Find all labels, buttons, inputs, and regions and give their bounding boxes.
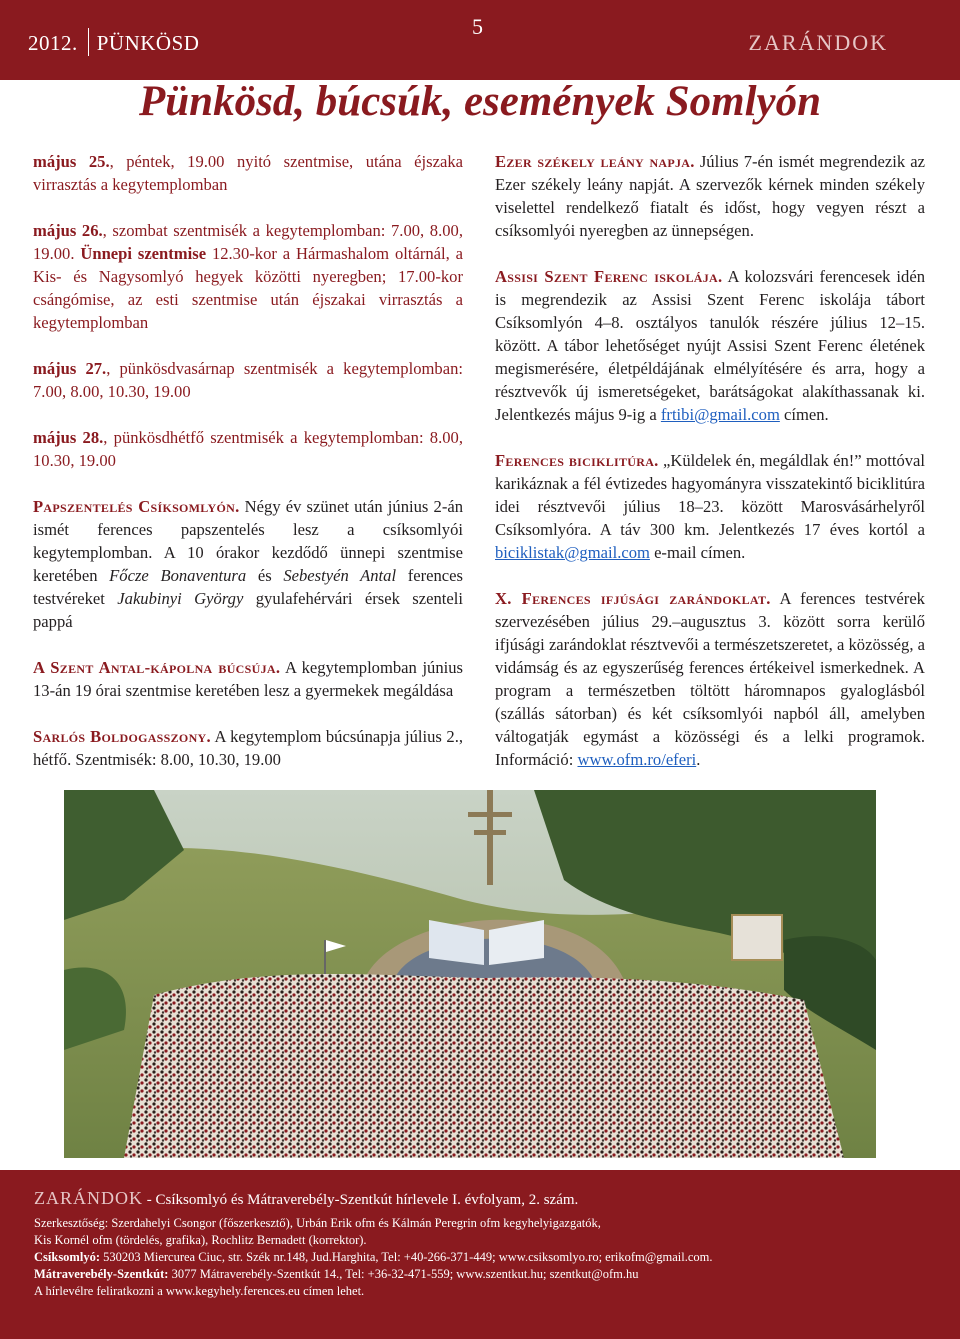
event-may-28: május 28., pünkösdhétfő szentmisék a kegytemplomban: 8.00, 10.30, 19.00 <box>33 428 463 470</box>
footer <box>0 1170 960 1339</box>
header-year: 2012. <box>28 31 78 55</box>
footer-address-csiksomlyo: Csíksomlyó: 530203 Miercurea Ciuc, str. Szék nr.148, Jud.Harghita, Tel: +40-266-371-449; www.csiksomlyo.ro; erikofm@gmail.com. <box>34 1250 713 1264</box>
web-link-ofm[interactable]: www.ofm.ro/eferi <box>577 750 697 769</box>
footer-subscribe: A hírlevélre feliratkozni a www.kegyhely.ferences.eu címen lehet. <box>34 1284 365 1298</box>
crowd-photo <box>64 790 876 1158</box>
page-number: 5 <box>472 14 483 39</box>
footer-editors: Szerkesztőség: Szerdahelyi Csongor (főszerkesztő), Urbán Erik ofm és Kálmán Peregrin ofm kegyhelyigazgatók, <box>34 1216 601 1230</box>
email-link-biciklistak[interactable]: biciklistak@gmail.com <box>495 543 650 562</box>
article-szekely-girls: Ezer székely leány napja. Július 7-én ismét megrendezik az Ezer székely leány napját. A szervezők kérnek minden székely viselettel rendelkező fiatalt és időst, hogy vegyen részt a csíksomlyói nyeregben az ünnepségen. <box>495 152 925 240</box>
article-sarlos: Sarlós Boldogasszony. A kegytemplom búcsúnapja július 2., hétfő. Szentmisék: 8.00, 10.30, 19.00 <box>33 727 463 769</box>
article-assisi-school: Assisi Szent Ferenc iskolája. A kolozsvári ferencesek idén is megrendezik az Assisi Szent Ferenc iskolája tábort Csíksomlyón 4–8. osztályos tanulók részére július 12–15. között. A tábor lehetőséget nyújt Assisi Szent Ferenc életének megismerésére, életpéldájának elmélyítésére és arra, hogy a résztvevők új ismeretségeket, barátságokat alakíthassanak ki. Jelentkezés május 9-ig a frtibi@gmail.com címen. <box>495 267 925 424</box>
event-may-25: május 25., péntek, 19.00 nyitó szentmise, utána éjszaka virrasztás a kegytemplomban <box>33 152 463 194</box>
page-title: Pünkösd, búcsúk, események Somlyón <box>138 78 822 125</box>
event-may-27: május 27., pünkösdvasárnap szentmisék a kegytemplomban: 7.00, 8.00, 10.30, 19.00 <box>33 359 463 401</box>
article-youth-pilgrimage: X. Ferences ifjúsági zarándoklat. A ferences testvérek szervezésében július 29.–augusztus 3. között sorra kerülő ifjúsági zarándoklat résztvevői a természetszeretet, a közösség, a vidámság és az egyszerűség ferences értékeivel ismerkednek. A program a természetben töltött háromnapos gyaloglásból (szállás sátorban) és két csíksomlyói napból áll, amelyben váltogatják egymást a közösségi és a lelki programok. Információ: www.ofm.ro/eferi. <box>495 589 925 769</box>
header-section: PÜNKÖSD <box>96 31 200 55</box>
footer-staff: Kis Kornél ofm (tördelés, grafika), Rochlitz Bernadett (korrektor). <box>34 1233 367 1247</box>
email-link-frtibi[interactable]: frtibi@gmail.com <box>660 405 780 424</box>
left-column <box>33 150 463 794</box>
header-divider <box>88 28 89 56</box>
header-brand: ZARÁNDOK <box>748 30 888 55</box>
event-may-26: május 26., szombat szentmisék a kegytemplomban: 7.00, 8.00, 19.00. Ünnepi szentmise 12.30-kor a Hármashalom oltárnál, a Kis- és Nagysomlyó hegyek közötti nyeregben; 17.00-kor csángómise, az esti szentmise után éjszakai virrasztás a kegytemplomban <box>33 221 464 332</box>
article-bike-tour: Ferences biciklitúra. „Küldelek én, megáldlak én!” mottóval karikáznak a fél évtizedes hagyományra visszatekintő biciklitúra idei résztvevői július 18–23. között Marosvásárhelyről Csíksomlyóra. A táv 300 km. Jelentkezés 17 éves kortól a biciklistak@gmail.com e-mail címen. <box>495 451 926 562</box>
right-column <box>495 150 925 794</box>
header-issue <box>28 28 199 56</box>
crowd-photo-illustration <box>64 790 876 1158</box>
footer-masthead: ZARÁNDOK - Csíksomlyó és Mátraverebély-Szentkút hírlevele I. évfolyam, 2. szám. <box>34 1188 579 1208</box>
header-bar <box>0 0 960 80</box>
article-ordination: Papszentelés Csíksomlyón. Négy év szünet után június 2-án ismét ferences papszentelés lesz a csíksomlyói kegytemplomban. A 10 órakor kezdődő ünnepi szentmise keretében Főcze Bonaventura és Sebestyén Antal ferences testvéreket Jakubinyi György gyulafehérvári érsek szenteli pappá <box>33 497 464 631</box>
footer-address-szentkut: Mátraverebély-Szentkút: 3077 Mátraverebély-Szentkút 14., Tel: +36-32-471-559; www.szentkut.hu; szentkut@ofm.hu <box>34 1267 639 1281</box>
article-antal-chapel: A Szent Antal-kápolna búcsúja. A kegytemplomban június 13-án 19 órai szentmise keretében lesz a gyermekek megáldása <box>33 658 464 700</box>
